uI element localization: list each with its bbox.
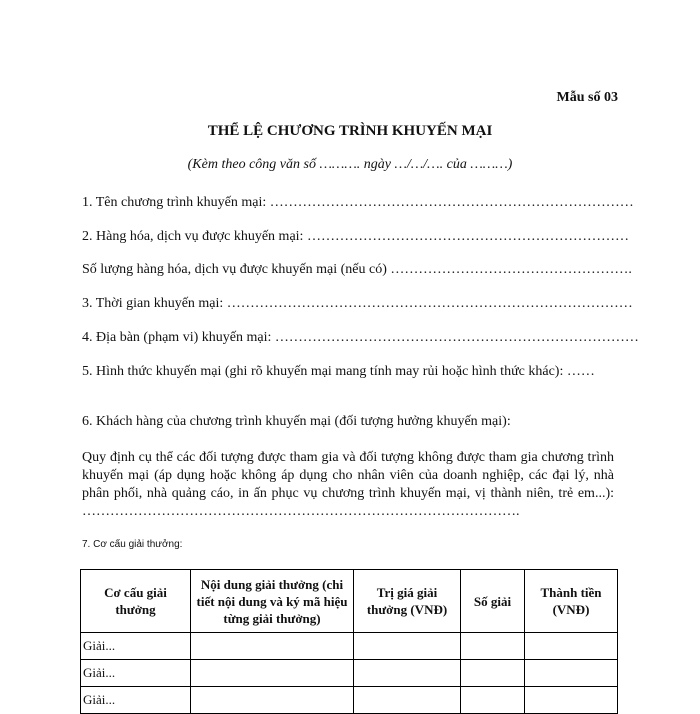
field-customers: 6. Khách hàng của chương trình khuyến mại (đối tượng hưởng khuyến mại):: [82, 414, 511, 429]
header-prize-structure: Cơ cấu giải thưởng: [81, 570, 191, 633]
table-header-row: [81, 570, 618, 633]
document-title: THỂ LỆ CHƯƠNG TRÌNH KHUYẾN MẠI: [207, 123, 493, 139]
value-cell: [354, 633, 461, 660]
field-program-name: 1. Tên chương trình khuyến mại: ……………………………………………………………………: [82, 195, 634, 210]
value-cell: [354, 660, 461, 687]
header-prize-count: Số giải: [461, 570, 525, 633]
prize-cell: Giải...: [81, 633, 191, 660]
field-promotion-form: 5. Hình thức khuyến mại (ghi rõ khuyến mại mang tính may rủi hoặc hình thức khác): ……: [82, 364, 595, 379]
count-cell: [461, 660, 525, 687]
count-cell: [461, 687, 525, 714]
header-prize-content: Nội dung giải thưởng (chi tiết nội dung và ký mã hiệu từng giải thưởng): [191, 570, 354, 633]
value-cell: [354, 687, 461, 714]
prize-structure-label: 7. Cơ cấu giải thưởng:: [82, 539, 183, 550]
total-cell: [525, 660, 618, 687]
field-goods-services: 2. Hàng hóa, dịch vụ được khuyến mại: ……………………………………………………………: [82, 229, 629, 244]
prize-cell: Giải...: [81, 687, 191, 714]
content-cell: [191, 633, 354, 660]
table-row: [81, 687, 618, 714]
count-cell: [461, 633, 525, 660]
header-prize-value: Trị giá giải thưởng (VNĐ): [354, 570, 461, 633]
prize-table: [80, 569, 618, 714]
form-number: Mẫu số 03: [556, 90, 618, 105]
total-cell: [525, 687, 618, 714]
customers-detail: Quy định cụ thể các đối tượng được tham gia và đối tượng không được tham gia chương trình khuyến mại (áp dụng hoặc không áp dụng cho nhân viên của doanh nghiệp, các đại lý, nhà phân phối, nhà quảng cáo, in ấn phục vụ chương trình khuyến mại, vị thành niên, trẻ em...): ………………………………………………………………………………….: [82, 450, 614, 519]
content-cell: [191, 660, 354, 687]
field-quantity: Số lượng hàng hóa, dịch vụ được khuyến mại (nếu có) …………………………………………….: [82, 262, 632, 277]
total-cell: [525, 633, 618, 660]
document-subtitle: (Kèm theo công văn số ………. ngày …/…/…. của ………): [187, 157, 513, 172]
table-row: [81, 633, 618, 660]
field-area: 4. Địa bàn (phạm vi) khuyến mại: ……………………………………………………………………: [82, 330, 639, 345]
header-total: Thành tiền (VNĐ): [525, 570, 618, 633]
prize-cell: Giải...: [81, 660, 191, 687]
field-time: 3. Thời gian khuyến mại: ……………………………………………………………………………: [82, 296, 633, 311]
content-cell: [191, 687, 354, 714]
table-row: [81, 660, 618, 687]
